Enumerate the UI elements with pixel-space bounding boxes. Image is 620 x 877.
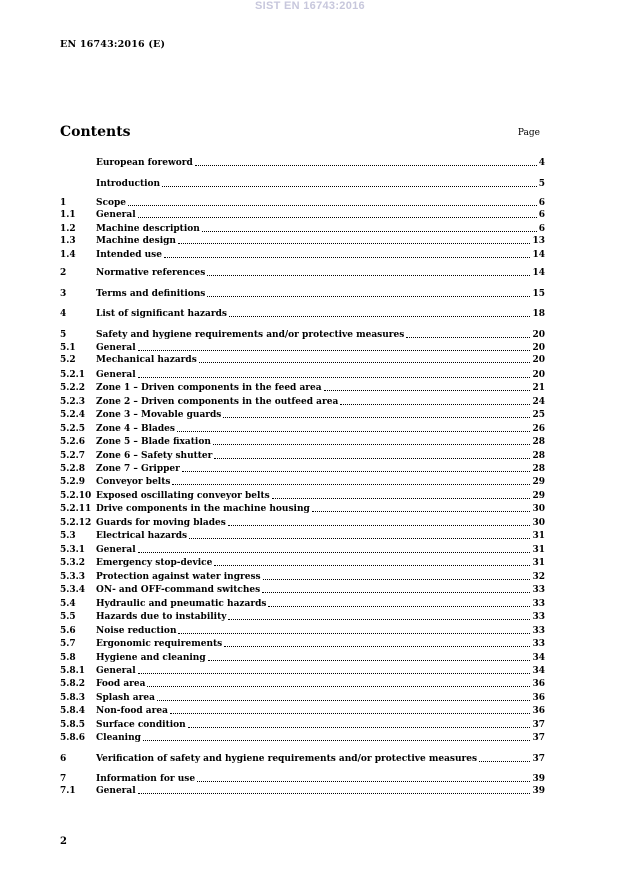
toc-entry-number: 1.3 [60,236,76,246]
toc-entry-number: 3 [60,289,67,299]
toc-entry-title: Ergonomic requirements [96,639,223,649]
toc-dot-leader [178,242,530,244]
toc-entry-number: 5.3.4 [60,585,86,595]
toc-entry[interactable] [60,329,545,341]
toc-entry[interactable] [60,732,545,744]
toc-entry[interactable] [60,369,545,381]
toc-entry[interactable] [60,665,545,677]
toc-entry-title: Splash area [96,693,155,703]
toc-entry-number: 5.2.2 [60,383,86,393]
toc-entry[interactable] [60,678,545,690]
toc-entry[interactable] [60,197,545,209]
toc-entry[interactable] [60,503,545,515]
toc-entry[interactable] [60,267,545,279]
toc-entry-page: 15 [532,289,545,299]
toc-entry-page: 6 [538,198,545,208]
toc-entry-number: 5.2.5 [60,424,86,434]
toc-dot-leader [138,376,531,378]
toc-entry[interactable] [60,692,545,704]
toc-entry-number: 5.2.8 [60,464,86,474]
toc-entry[interactable] [60,719,545,731]
toc-entry-title: Zone 7 – Gripper [96,464,180,474]
toc-entry-number: 5.8.5 [60,720,86,730]
toc-entry-title: General [96,545,136,555]
toc-dot-leader [170,712,531,714]
toc-entry-page: 14 [532,250,545,260]
toc-entry-number: 5.4 [60,599,76,609]
toc-dot-leader [128,204,537,206]
toc-entry-number: 1.2 [60,224,76,234]
toc-entry-page: 37 [532,720,545,730]
toc-entry-title: Introduction [96,179,161,189]
page-column-label: Page [517,128,540,138]
toc-entry[interactable] [60,178,545,190]
toc-dot-leader [197,780,530,782]
toc-entry[interactable] [60,652,545,664]
toc-entry[interactable] [60,611,545,623]
toc-entry-number: 6 [60,754,67,764]
toc-entry-title: Guards for moving blades [96,518,226,528]
toc-entry-page: 33 [532,612,545,622]
toc-entry[interactable] [60,785,545,797]
toc-entry-page: 34 [532,653,545,663]
toc-dot-leader [207,274,530,276]
toc-entry[interactable] [60,308,545,320]
toc-dot-leader [324,389,531,391]
watermark-text: SIST EN 16743:2016 [255,0,365,12]
toc-entry-number: 5.2.12 [60,518,92,528]
toc-entry[interactable] [60,638,545,650]
toc-entry[interactable] [60,463,545,475]
toc-entry-page: 31 [532,545,545,555]
toc-dot-leader [262,591,530,593]
toc-dot-leader [143,739,531,741]
toc-dot-leader [138,551,531,553]
toc-dot-leader [177,430,531,432]
toc-entry-title: Exposed oscillating conveyor belts [96,491,270,501]
toc-entry-title: Drive components in the machine housing [96,504,310,514]
toc-entry-page: 21 [532,383,545,393]
toc-entry-page: 13 [532,236,545,246]
toc-entry[interactable] [60,598,545,610]
toc-entry-title: Normative references [96,268,206,278]
toc-entry-title: Information for use [96,774,196,784]
toc-entry-title: Protection against water ingress [96,572,261,582]
toc-entry-title: European foreword [96,158,193,168]
toc-dot-leader [199,361,531,363]
toc-dot-leader [172,483,530,485]
toc-entry-page: 29 [532,491,545,501]
toc-dot-leader [214,457,530,459]
toc-entry-number: 5.3.1 [60,545,86,555]
toc-entry[interactable] [60,625,545,637]
toc-dot-leader [223,416,530,418]
toc-entry[interactable] [60,157,545,169]
toc-entry-page: 33 [532,585,545,595]
toc-dot-leader [479,760,530,762]
toc-entry-number: 5.8.1 [60,666,86,676]
toc-entry-number: 5.3.3 [60,572,86,582]
toc-entry[interactable] [60,450,545,462]
toc-entry[interactable] [60,436,545,448]
toc-entry-page: 28 [532,464,545,474]
toc-entry-title: ON- and OFF-command switches [96,585,261,595]
toc-entry-number: 5.3.2 [60,558,86,568]
toc-entry-number: 5.2.3 [60,397,86,407]
toc-entry[interactable] [60,753,545,765]
toc-entry-page: 25 [532,410,545,420]
toc-entry-page: 20 [532,370,545,380]
toc-dot-leader [138,792,531,794]
toc-entry-title: Hazards due to instability [96,612,227,622]
toc-entry-title: General [96,343,136,353]
toc-entry-number: 4 [60,309,67,319]
toc-dot-leader [182,470,531,472]
toc-entry-title: General [96,370,136,380]
toc-dot-leader [164,256,531,258]
toc-entry-title: General [96,786,136,796]
toc-entry-title: Mechanical hazards [96,355,197,365]
toc-entry-number: 5.7 [60,639,76,649]
toc-entry-number: 5.6 [60,626,76,636]
toc-entry-title: Noise reduction [96,626,177,636]
toc-entry-page: 6 [538,224,545,234]
toc-entry-number: 5.1 [60,343,76,353]
toc-entry-page: 5 [538,179,545,189]
toc-entry-title: Terms and definitions [96,289,206,299]
toc-entry-title: Zone 6 – Safety shutter [96,451,213,461]
toc-dot-leader [138,672,531,674]
toc-entry-title: Surface condition [96,720,186,730]
toc-entry[interactable] [60,409,545,421]
toc-dot-leader [202,230,537,232]
toc-entry-number: 5.8 [60,653,76,663]
toc-entry[interactable] [60,773,545,785]
toc-entry[interactable] [60,423,545,435]
toc-entry[interactable] [60,584,545,596]
toc-entry-title: Zone 5 – Blade fixation [96,437,211,447]
toc-entry-page: 33 [532,626,545,636]
toc-entry-number: 7 [60,774,67,784]
toc-entry-number: 7.1 [60,786,76,796]
toc-entry-number: 5.2.4 [60,410,86,420]
toc-entry-title: Machine description [96,224,200,234]
toc-entry-number: 1.1 [60,210,76,220]
toc-entry[interactable] [60,209,545,221]
toc-entry-title: Verification of safety and hygiene requirements and/or protective measures [96,754,478,764]
toc-entry-number: 5.2.7 [60,451,86,461]
toc-dot-leader [147,685,530,687]
toc-entry-title: Machine design [96,236,176,246]
toc-dot-leader [406,336,530,338]
toc-entry-number: 5.5 [60,612,76,622]
toc-entry-page: 20 [532,355,545,365]
toc-entry-number: 2 [60,268,67,278]
toc-entry-number: 5.2.6 [60,437,86,447]
toc-dot-leader [208,659,531,661]
toc-dot-leader [189,537,530,539]
toc-entry-title: Scope [96,198,127,208]
toc-entry[interactable] [60,517,545,529]
toc-entry-page: 28 [532,451,545,461]
toc-entry[interactable] [60,396,545,408]
toc-dot-leader [228,618,530,620]
toc-entry-page: 31 [532,531,545,541]
toc-dot-leader [138,216,537,218]
toc-entry-page: 39 [532,786,545,796]
toc-entry-title: Zone 4 – Blades [96,424,175,434]
toc-entry[interactable] [60,382,545,394]
toc-entry-title: Non-food area [96,706,168,716]
toc-entry-title: Intended use [96,250,162,260]
toc-entry[interactable] [60,530,545,542]
toc-dot-leader [157,699,531,701]
toc-entry-number: 5.8.6 [60,733,86,743]
toc-dot-leader [268,605,530,607]
toc-entry[interactable] [60,490,545,502]
toc-entry-page: 33 [532,639,545,649]
toc-entry[interactable] [60,223,545,235]
toc-entry-number: 5.2.9 [60,477,86,487]
toc-entry-page: 36 [532,679,545,689]
toc-entry-title: General [96,666,136,676]
toc-entry-page: 29 [532,477,545,487]
toc-entry-number: 5.2 [60,355,76,365]
toc-dot-leader [272,497,531,499]
toc-dot-leader [228,524,531,526]
toc-entry-number: 5 [60,330,67,340]
toc-dot-leader [195,164,537,166]
toc-entry-title: Hydraulic and pneumatic hazards [96,599,267,609]
toc-entry[interactable] [60,235,545,247]
toc-entry-page: 14 [532,268,545,278]
toc-entry-number: 5.8.3 [60,693,86,703]
toc-entry-page: 24 [532,397,545,407]
toc-dot-leader [162,185,537,187]
toc-entry-title: Safety and hygiene requirements and/or protective measures [96,330,405,340]
toc-entry-page: 4 [538,158,545,168]
toc-entry-title: Food area [96,679,146,689]
toc-entry-number: 5.2.1 [60,370,86,380]
toc-entry[interactable] [60,249,545,261]
toc-entry-number: 1.4 [60,250,76,260]
toc-entry[interactable] [60,571,545,583]
toc-entry-number: 5.8.2 [60,679,86,689]
toc-entry-page: 26 [532,424,545,434]
page-number: 2 [60,836,67,847]
toc-entry-page: 30 [532,518,545,528]
toc-entry-page: 39 [532,774,545,784]
toc-entry-title: Conveyor belts [96,477,171,487]
toc-entry-number: 5.3 [60,531,76,541]
toc-entry-title: Hygiene and cleaning [96,653,206,663]
toc-entry-title: Zone 1 – Driven components in the feed area [96,383,322,393]
toc-entry-title: Cleaning [96,733,141,743]
toc-dot-leader [340,403,530,405]
toc-entry-page: 6 [538,210,545,220]
toc-dot-leader [188,726,531,728]
toc-dot-leader [207,295,530,297]
toc-entry-page: 18 [532,309,545,319]
toc-entry-page: 37 [532,733,545,743]
toc-entry[interactable] [60,476,545,488]
toc-entry-page: 20 [532,330,545,340]
toc-entry[interactable] [60,544,545,556]
toc-dot-leader [213,443,531,445]
toc-entry-page: 28 [532,437,545,447]
toc-dot-leader [229,315,531,317]
toc-entry-page: 33 [532,599,545,609]
toc-entry-title: Zone 3 – Movable guards [96,410,222,420]
toc-entry[interactable] [60,342,545,354]
contents-heading: Contents [60,124,131,140]
toc-dot-leader [312,510,531,512]
toc-entry-page: 31 [532,558,545,568]
toc-entry[interactable] [60,557,545,569]
toc-dot-leader [178,632,530,634]
toc-dot-leader [214,564,530,566]
toc-entry-title: Emergency stop-device [96,558,213,568]
toc-entry-title: List of significant hazards [96,309,227,319]
toc-entry[interactable] [60,354,545,366]
toc-entry[interactable] [60,288,545,300]
toc-entry-page: 36 [532,706,545,716]
toc-entry-page: 36 [532,693,545,703]
toc-entry-page: 30 [532,504,545,514]
toc-entry-number: 5.2.10 [60,491,92,501]
toc-entry-title: General [96,210,136,220]
toc-dot-leader [138,349,531,351]
toc-entry-number: 5.2.11 [60,504,92,514]
toc-entry-page: 37 [532,754,545,764]
toc-entry-title: Zone 2 – Driven components in the outfeed area [96,397,339,407]
toc-entry-page: 34 [532,666,545,676]
toc-entry[interactable] [60,705,545,717]
toc-entry-number: 1 [60,198,67,208]
document-id-header: EN 16743:2016 (E) [60,39,166,50]
toc-dot-leader [263,578,531,580]
toc-entry-page: 32 [532,572,545,582]
toc-entry-number: 5.8.4 [60,706,86,716]
toc-entry-page: 20 [532,343,545,353]
toc-dot-leader [224,645,530,647]
toc-entry-title: Electrical hazards [96,531,188,541]
